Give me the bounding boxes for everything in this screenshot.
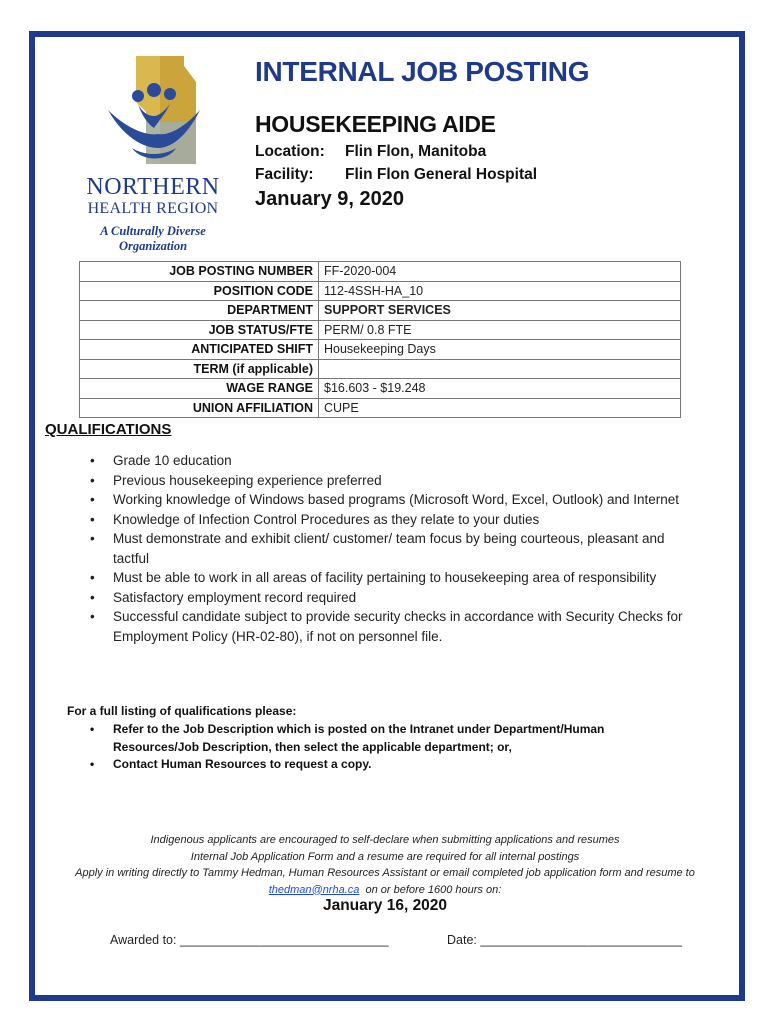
list-item: • Knowledge of Infection Control Procedures as they relate to your duties <box>90 510 700 530</box>
row-value: $16.603 - $19.248 <box>319 379 681 399</box>
row-value: PERM/ 0.8 FTE <box>319 320 681 340</box>
list-item: • Must be able to work in all areas of facility pertaining to housekeeping area of responsibility <box>90 568 700 588</box>
northern-health-region-logo <box>68 52 238 252</box>
list-item: • Working knowledge of Windows based programs (Microsoft Word, Excel, Outlook) and Internet <box>90 490 700 510</box>
note-line <box>40 882 730 899</box>
row-value: SUPPORT SERVICES <box>319 301 681 321</box>
qualifications-list <box>90 451 700 646</box>
application-notes <box>40 832 730 898</box>
date-blank: _____________________________ <box>480 933 682 947</box>
table-row <box>80 262 681 282</box>
location-value: Flin Flon, Manitoba <box>345 143 487 160</box>
date-label: Date: <box>447 933 477 947</box>
row-label: JOB POSTING NUMBER <box>80 262 319 282</box>
org-tagline: A Culturally Diverse Organization <box>100 224 206 253</box>
row-label: UNION AFFILIATION <box>80 398 319 418</box>
org-name-line2: HEALTH REGION <box>87 200 219 217</box>
position-title: HOUSEKEEPING AIDE <box>255 111 496 137</box>
note-line: Internal Job Application Form and a resume are required for all internal postings <box>190 850 580 863</box>
list-item: • Contact Human Resources to request a copy. <box>90 756 690 774</box>
note-line: Apply in writing directly to Tammy Hedman, Human Resources Assistant or email completed job application form and resume to <box>75 867 695 879</box>
awarded-label: Awarded to: <box>110 933 177 947</box>
list-item: • Previous housekeeping experience preferred <box>90 471 700 491</box>
job-info-table <box>79 261 681 418</box>
date-field <box>447 933 682 947</box>
table-row <box>80 320 681 340</box>
row-label: JOB STATUS/FTE <box>80 320 319 340</box>
closing-date: January 16, 2020 <box>322 897 448 914</box>
row-label: POSITION CODE <box>80 281 319 301</box>
posting-title: INTERNAL JOB POSTING <box>255 56 590 87</box>
facility-label: Facility: <box>255 166 314 183</box>
row-label: DEPARTMENT <box>80 301 319 321</box>
note-line-suffix: on or before 1600 hours on: <box>365 883 502 896</box>
location-label: Location: <box>255 143 325 160</box>
full-listing-list <box>90 721 690 774</box>
full-listing-heading: For a full listing of qualifications please: <box>67 704 297 718</box>
posting-date: January 9, 2020 <box>255 188 404 210</box>
list-item: • Grade 10 education <box>90 451 700 471</box>
note-line: Indigenous applicants are encouraged to self-declare when submitting applications and resumes <box>150 834 620 846</box>
table-row <box>80 398 681 418</box>
manitoba-emblem-icon <box>98 52 208 172</box>
table-row <box>80 379 681 399</box>
row-label: WAGE RANGE <box>80 379 319 399</box>
row-value: FF-2020-004 <box>319 262 681 282</box>
awarded-blank: ______________________________ <box>179 933 389 947</box>
table-row <box>80 281 681 301</box>
row-value: CUPE <box>319 398 681 418</box>
org-name-line1: NORTHERN <box>86 174 220 200</box>
facility-value: Flin Flon General Hospital <box>345 166 538 183</box>
row-label: ANTICIPATED SHIFT <box>80 340 319 360</box>
list-item: • Refer to the Job Description which is posted on the Intranet under Department/Human Resources/Job Description, then select the applicable department; or, <box>90 721 690 756</box>
qualifications-heading: QUALIFICATIONS <box>45 421 172 438</box>
list-item: • Successful candidate subject to provide security checks in accordance with Security Checks for Employment Policy (HR-02-80), if not on personnel file. <box>90 607 700 646</box>
row-value <box>319 359 681 379</box>
row-label: TERM (if applicable) <box>80 359 319 379</box>
table-row <box>80 359 681 379</box>
list-item: • Satisfactory employment record required <box>90 588 700 608</box>
awarded-to-field <box>110 933 389 947</box>
table-row <box>80 301 681 321</box>
row-value: Housekeeping Days <box>319 340 681 360</box>
row-value: 112-4SSH-HA_10 <box>319 281 681 301</box>
list-item: • Must demonstrate and exhibit client/ customer/ team focus by being courteous, pleasant and tactful <box>90 529 700 568</box>
table-row <box>80 340 681 360</box>
email-link[interactable]: thedman@nrha.ca <box>268 883 360 896</box>
location-block <box>255 143 537 189</box>
